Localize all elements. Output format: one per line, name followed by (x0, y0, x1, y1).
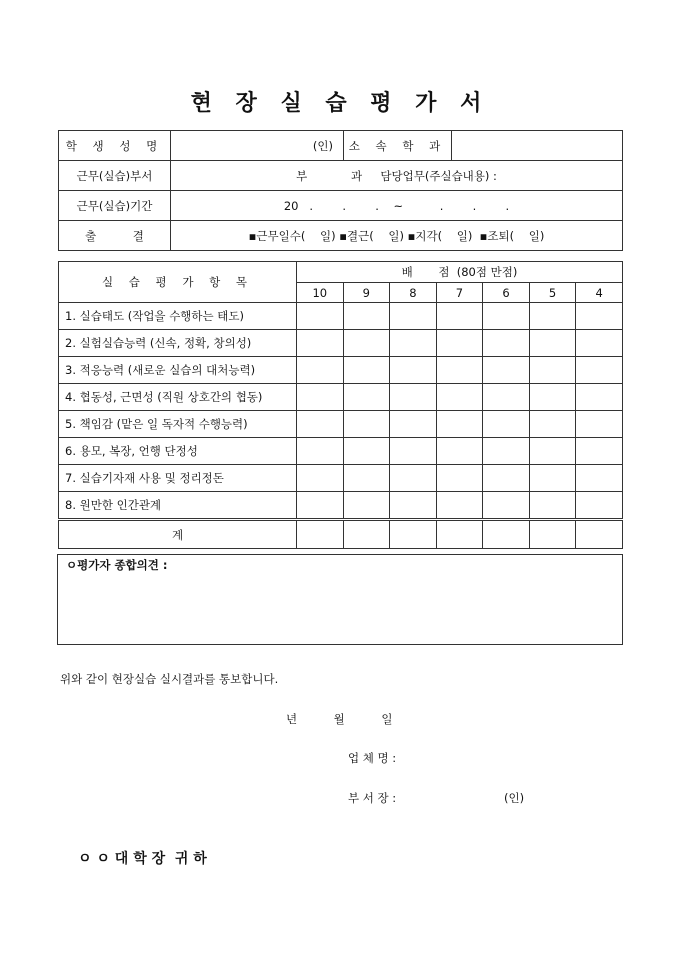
score-cell[interactable] (436, 330, 483, 357)
eval-row (59, 411, 623, 438)
score-cell[interactable] (483, 384, 530, 411)
total-score-cell[interactable] (529, 520, 576, 549)
score-cell[interactable] (390, 330, 437, 357)
opinion-label: ㅇ평가자 종합의견 : (66, 558, 168, 572)
company-label: 업 체 명 : (348, 751, 397, 765)
score-cell[interactable] (529, 411, 576, 438)
score-cell[interactable] (297, 411, 344, 438)
total-score-cell[interactable] (390, 520, 437, 549)
score-cell[interactable] (529, 438, 576, 465)
score-cell[interactable] (436, 384, 483, 411)
score-cell[interactable] (576, 357, 623, 384)
period-field[interactable]: 20 . . . ~ . . . (171, 191, 623, 221)
total-score-cell[interactable] (576, 520, 623, 549)
score-cell[interactable] (390, 411, 437, 438)
total-score-cell[interactable] (436, 520, 483, 549)
score-cell[interactable] (576, 492, 623, 520)
score-cell[interactable] (390, 465, 437, 492)
score-cell[interactable] (576, 465, 623, 492)
eval-item-label: 6. 용모, 복장, 언행 단정성 (59, 438, 297, 465)
score-cell[interactable] (529, 384, 576, 411)
work-dept-field[interactable]: 부 과 담당업무(주실습내용) : (171, 161, 623, 191)
seal-label: (인) (312, 138, 333, 153)
score-cell[interactable] (529, 492, 576, 520)
attendance-label: 출 결 (59, 221, 171, 251)
eval-item-label: 7. 실습기자재 사용 및 정리정돈 (59, 465, 297, 492)
score-cell[interactable] (297, 384, 344, 411)
score-cell[interactable] (297, 357, 344, 384)
addressee: ㅇ ㅇ 대 학 장 귀 하 (78, 851, 207, 867)
score-column-header: 4 (576, 283, 623, 303)
score-cell[interactable] (483, 465, 530, 492)
score-cell[interactable] (343, 438, 390, 465)
attendance-field[interactable]: ▪근무일수( 일) ▪결근( 일) ▪지각( 일) ▪조퇴( 일) (171, 221, 623, 251)
score-cell[interactable] (436, 303, 483, 330)
eval-item-label: 5. 책임감 (맡은 일 독자적 수행능력) (59, 411, 297, 438)
score-cell[interactable] (343, 357, 390, 384)
score-cell[interactable] (529, 330, 576, 357)
score-cell[interactable] (343, 303, 390, 330)
score-cell[interactable] (529, 303, 576, 330)
eval-item-label: 1. 실습태도 (작업을 수행하는 태도) (59, 303, 297, 330)
score-cell[interactable] (483, 303, 530, 330)
eval-item-label: 8. 원만한 인간관계 (59, 492, 297, 520)
score-cell[interactable] (343, 411, 390, 438)
score-column-header: 10 (297, 283, 344, 303)
score-cell[interactable] (436, 438, 483, 465)
eval-item-label: 3. 적응능력 (새로운 실습의 대처능력) (59, 357, 297, 384)
score-cell[interactable] (390, 492, 437, 520)
score-cell[interactable] (483, 438, 530, 465)
score-column-header: 9 (343, 283, 390, 303)
score-cell[interactable] (343, 330, 390, 357)
score-cell[interactable] (436, 465, 483, 492)
score-column-header: 8 (390, 283, 437, 303)
eval-row (59, 492, 623, 520)
score-cell[interactable] (576, 330, 623, 357)
score-cell[interactable] (483, 411, 530, 438)
score-cell[interactable] (343, 384, 390, 411)
eval-row (59, 330, 623, 357)
eval-row (59, 303, 623, 330)
manager-label: 부 서 장 : (348, 791, 397, 805)
score-cell[interactable] (297, 330, 344, 357)
score-cell[interactable] (390, 303, 437, 330)
score-cell[interactable] (390, 357, 437, 384)
score-cell[interactable] (483, 492, 530, 520)
eval-header: 실 습 평 가 항 목 (59, 262, 297, 303)
score-cell[interactable] (576, 303, 623, 330)
total-score-cell[interactable] (297, 520, 344, 549)
page-title: 현 장 실 습 평 가 서 (190, 91, 490, 116)
score-cell[interactable] (529, 465, 576, 492)
student-info-table (58, 130, 623, 251)
eval-row (59, 465, 623, 492)
total-score-cell[interactable] (343, 520, 390, 549)
work-dept-label: 근무(실습)부서 (59, 161, 171, 191)
total-label: 계 (59, 520, 297, 549)
score-column-header: 6 (483, 283, 530, 303)
score-cell[interactable] (390, 438, 437, 465)
dept-field[interactable] (452, 131, 623, 161)
period-label: 근무(실습)기간 (59, 191, 171, 221)
score-cell[interactable] (390, 384, 437, 411)
eval-row (59, 357, 623, 384)
score-cell[interactable] (576, 384, 623, 411)
score-cell[interactable] (436, 357, 483, 384)
notice-text: 위와 같이 현장실습 실시결과를 통보합니다. (60, 672, 279, 686)
score-cell[interactable] (436, 492, 483, 520)
score-cell[interactable] (483, 330, 530, 357)
score-header: 배 점 (80점 만점) (297, 262, 623, 283)
score-cell[interactable] (436, 411, 483, 438)
score-cell[interactable] (483, 357, 530, 384)
dept-label: 소 속 학 과 (344, 131, 452, 161)
student-name-label: 학 생 성 명 (59, 131, 171, 161)
score-cell[interactable] (297, 492, 344, 520)
eval-row (59, 384, 623, 411)
score-cell[interactable] (529, 357, 576, 384)
student-name-field[interactable] (171, 131, 344, 161)
manager-seal: (인) (504, 791, 525, 805)
score-cell[interactable] (297, 465, 344, 492)
date-line: 년 월 일 (286, 712, 393, 726)
score-cell[interactable] (297, 303, 344, 330)
score-cell[interactable] (343, 465, 390, 492)
opinion-box[interactable] (57, 554, 623, 645)
score-cell[interactable] (297, 438, 344, 465)
eval-item-label: 4. 협동성, 근면성 (직원 상호간의 협동) (59, 384, 297, 411)
score-cell[interactable] (576, 411, 623, 438)
score-cell[interactable] (576, 438, 623, 465)
score-column-header: 7 (436, 283, 483, 303)
score-cell[interactable] (343, 492, 390, 520)
score-column-header: 5 (529, 283, 576, 303)
total-score-cell[interactable] (483, 520, 530, 549)
eval-item-label: 2. 실험실습능력 (신속, 정확, 창의성) (59, 330, 297, 357)
eval-row (59, 438, 623, 465)
evaluation-table (58, 261, 623, 549)
